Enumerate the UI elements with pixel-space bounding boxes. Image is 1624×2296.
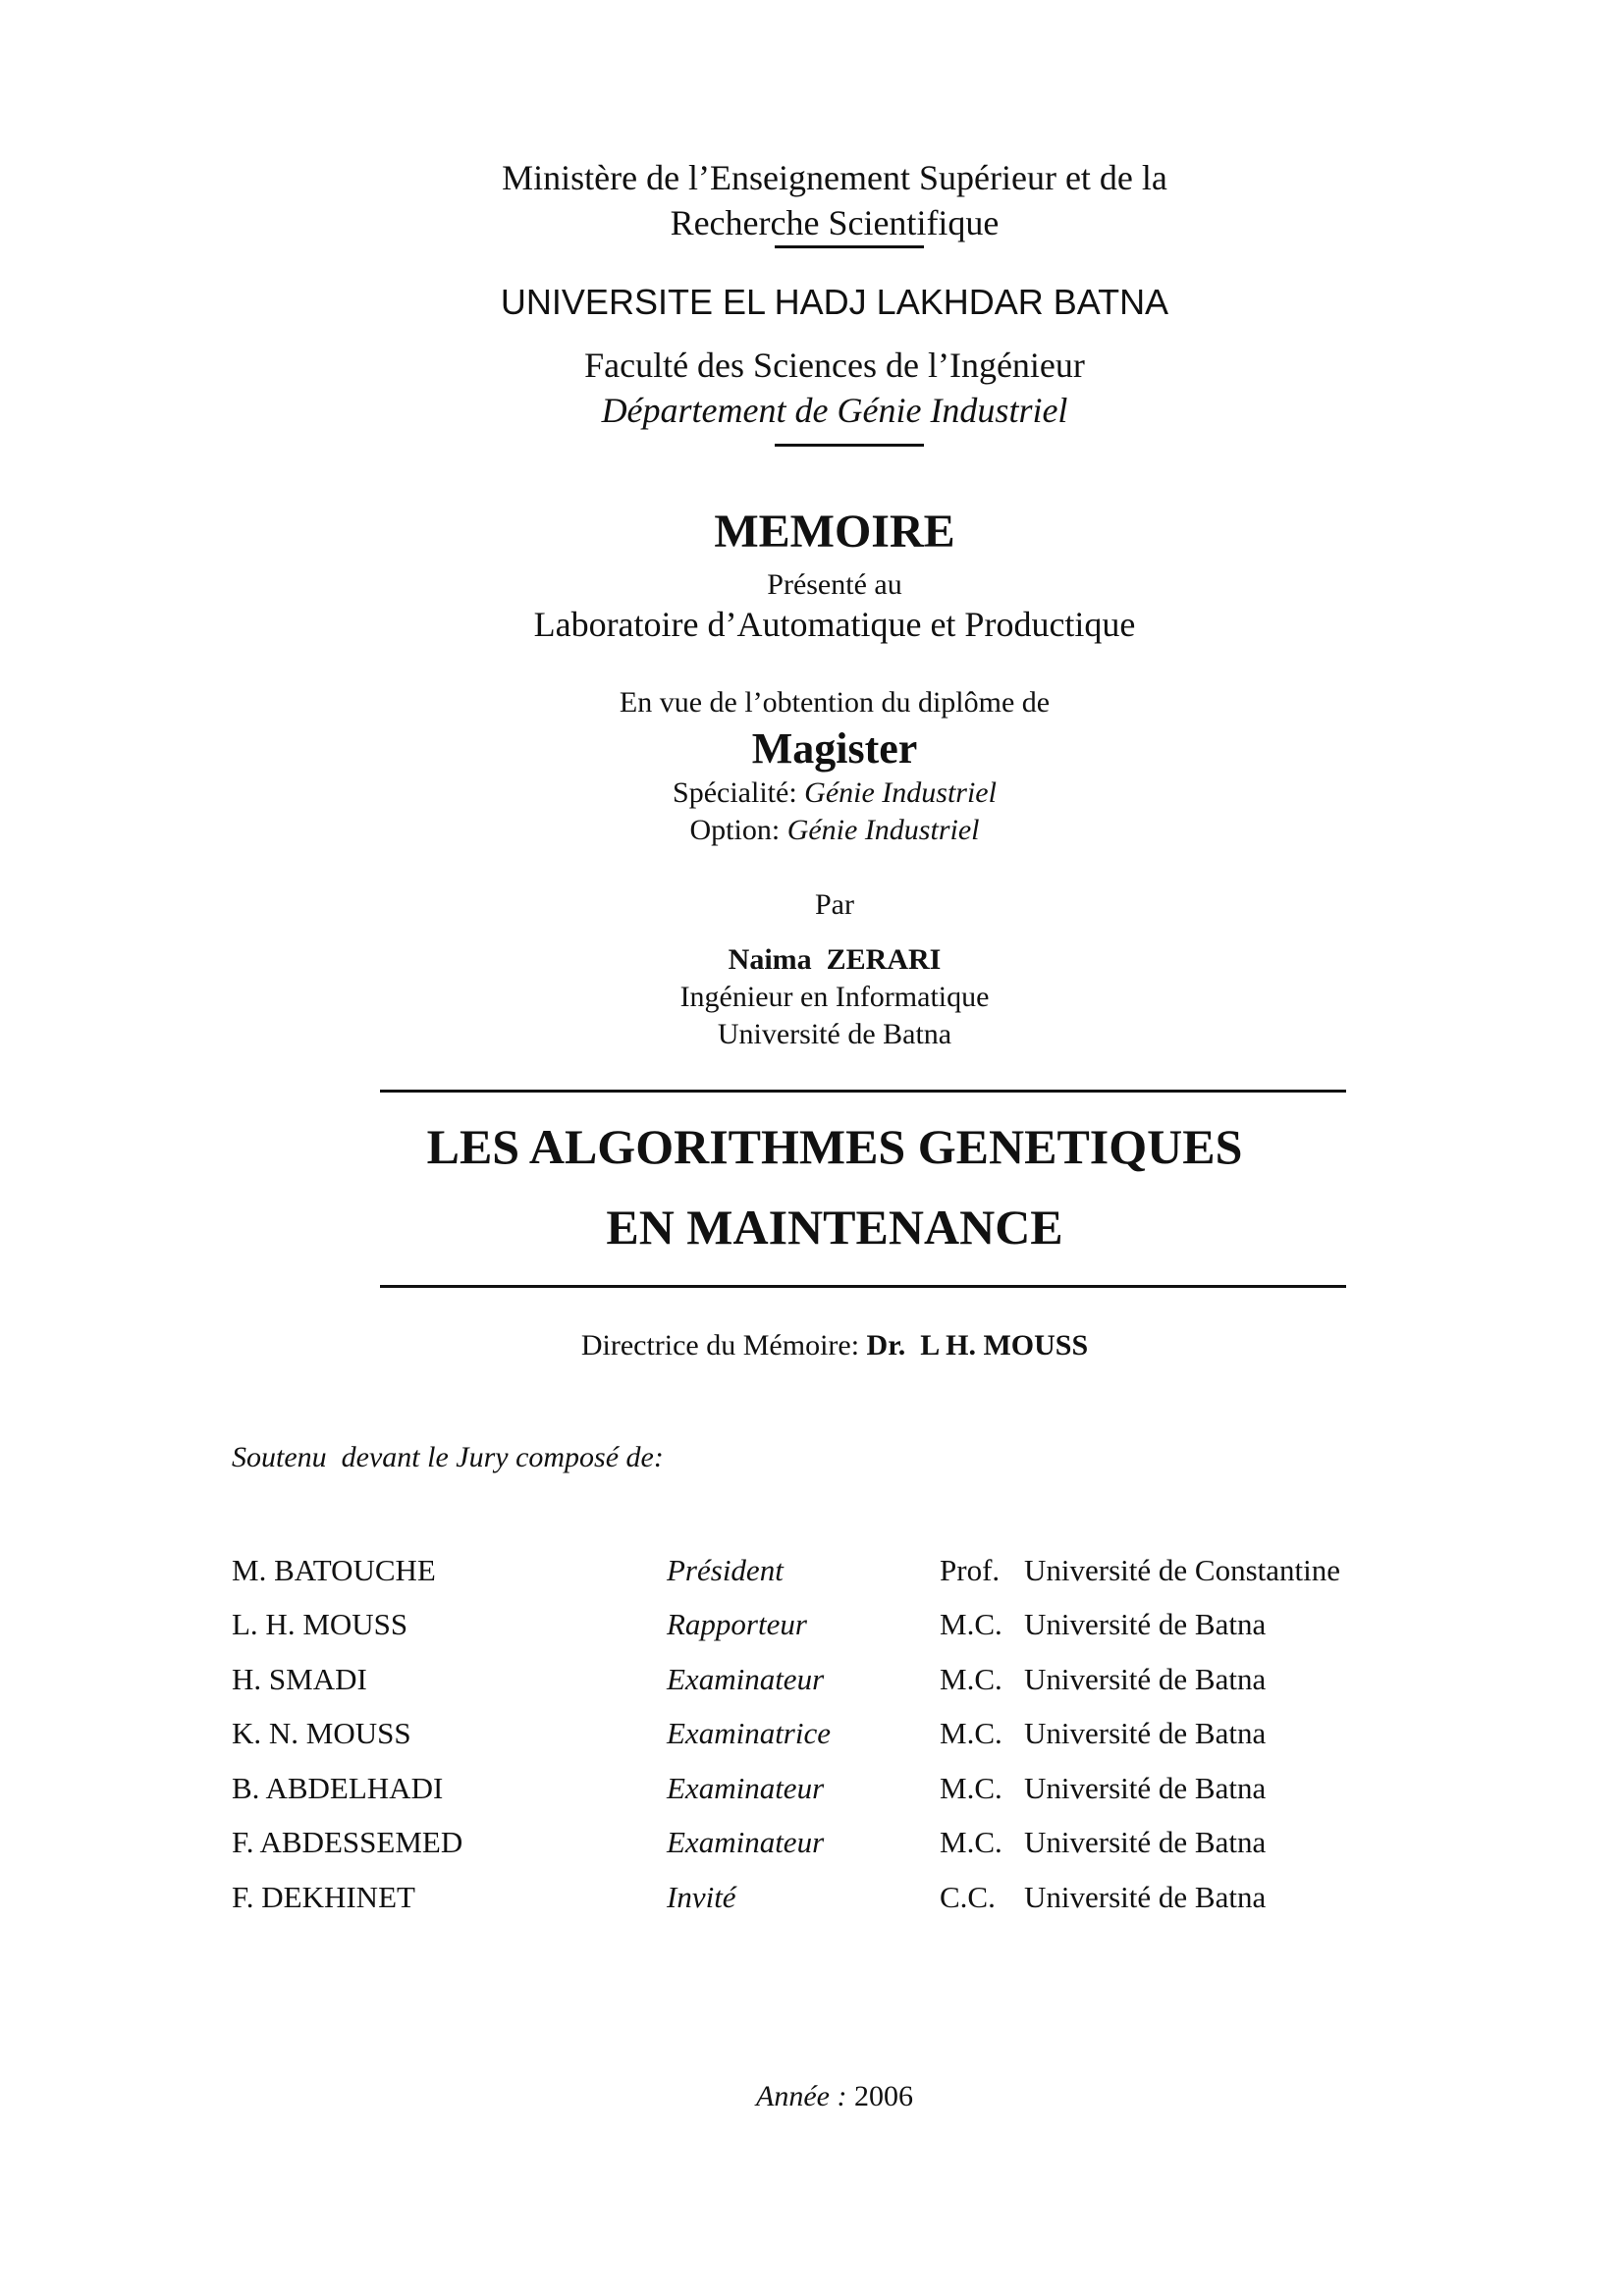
jury-row	[232, 1870, 1340, 1925]
option-label: Option:	[689, 814, 781, 846]
jury-member-name: M. BATOUCHE	[232, 1552, 436, 1587]
jury-member-grade: Prof.	[940, 1552, 1001, 1587]
laboratory-name: Laboratoire d’Automatique et Productique	[533, 605, 1136, 644]
option-line	[0, 812, 1624, 849]
jury-member-institution: Université de Batna	[1024, 1716, 1267, 1751]
author-block	[0, 941, 1624, 1053]
jury-member-name: H. SMADI	[232, 1661, 367, 1696]
jury-row	[232, 1761, 1340, 1816]
jury-table-body	[232, 1543, 1340, 1925]
jury-member-grade: M.C.	[940, 1607, 1002, 1642]
jury-member-grade: M.C.	[940, 1770, 1002, 1805]
degree-name: Magister	[751, 724, 918, 773]
jury-member-role: Examinateur	[667, 1825, 825, 1860]
ministry-line-2: Recherche Scientifique	[670, 203, 1000, 242]
jury-table	[232, 1543, 1340, 1925]
jury-row	[232, 1652, 1340, 1707]
jury-member-name: F. ABDESSEMED	[232, 1825, 463, 1860]
jury-intro: Soutenu devant le Jury composé de:	[232, 1441, 664, 1473]
by-label: Par	[815, 888, 854, 921]
author-university: Université de Batna	[717, 1018, 952, 1050]
director-name: Dr. L H. MOUSS	[866, 1329, 1089, 1362]
thesis-title	[0, 1106, 1624, 1267]
jury-member-grade: C.C.	[940, 1879, 996, 1914]
author-title: Ingénieur en Informatique	[679, 981, 990, 1013]
jury-row	[232, 1707, 1340, 1762]
jury-member-grade: M.C.	[940, 1825, 1002, 1860]
director-line	[0, 1327, 1624, 1364]
ministry-line-1: Ministère de l’Enseignement Supérieur et de la	[502, 158, 1167, 197]
speciality-line	[0, 774, 1624, 812]
jury-member-name: F. DEKHINET	[232, 1879, 415, 1914]
jury-member-name: B. ABDELHADI	[232, 1770, 444, 1805]
jury-member-grade: M.C.	[940, 1716, 1002, 1751]
year-line	[0, 2078, 1624, 2115]
speciality-label: Spécialité:	[673, 776, 797, 809]
jury-member-institution: Université de Batna	[1024, 1770, 1267, 1805]
jury-member-role: Examinateur	[667, 1661, 825, 1696]
jury-member-role: Invité	[667, 1879, 736, 1914]
director-label: Directrice du Mémoire:	[580, 1329, 860, 1362]
jury-member-institution: Université de Batna	[1024, 1879, 1267, 1914]
divider-short-2	[775, 444, 924, 447]
jury-member-role: Rapporteur	[667, 1607, 807, 1642]
faculty-name: Faculté des Sciences de l’Ingénieur	[584, 346, 1085, 385]
jury-member-role: Président	[667, 1552, 784, 1587]
department-name: Département de Génie Industriel	[601, 391, 1068, 430]
thesis-title-line-1: LES ALGORITHMES GENETIQUES	[426, 1119, 1243, 1174]
year-label: Année :	[756, 2080, 847, 2112]
jury-row	[232, 1543, 1340, 1598]
option-value: Génie Industriel	[786, 814, 980, 846]
jury-member-institution: Université de Batna	[1024, 1661, 1267, 1696]
jury-member-name: L. H. MOUSS	[232, 1607, 408, 1642]
year-value: 2006	[853, 2080, 913, 2112]
divider-short-1	[775, 245, 924, 248]
jury-member-name: K. N. MOUSS	[232, 1716, 411, 1751]
university-name: UNIVERSITE EL HADJ LAKHDAR BATNA	[500, 282, 1169, 322]
speciality-block	[0, 774, 1624, 849]
thesis-title-line-2: EN MAINTENANCE	[606, 1200, 1063, 1255]
faculty-block	[0, 343, 1624, 433]
jury-member-institution: Université de Batna	[1024, 1825, 1267, 1860]
author-name: Naima ZERARI	[728, 943, 942, 976]
speciality-value: Génie Industriel	[804, 776, 997, 809]
jury-member-institution: Université de Batna	[1024, 1607, 1267, 1642]
document-type: MEMOIRE	[714, 506, 955, 558]
jury-row	[232, 1598, 1340, 1653]
presented-label: Présenté au	[767, 568, 902, 601]
jury-member-grade: M.C.	[940, 1661, 1002, 1696]
title-rule-bottom	[380, 1285, 1346, 1288]
jury-member-role: Examinateur	[667, 1770, 825, 1805]
jury-member-role: Examinatrice	[667, 1716, 832, 1751]
title-rule-top	[380, 1090, 1346, 1093]
obtention-label: En vue de l’obtention du diplôme de	[619, 686, 1051, 719]
jury-row	[232, 1816, 1340, 1871]
ministry-heading	[0, 155, 1624, 245]
jury-member-institution: Université de Constantine	[1024, 1552, 1340, 1587]
